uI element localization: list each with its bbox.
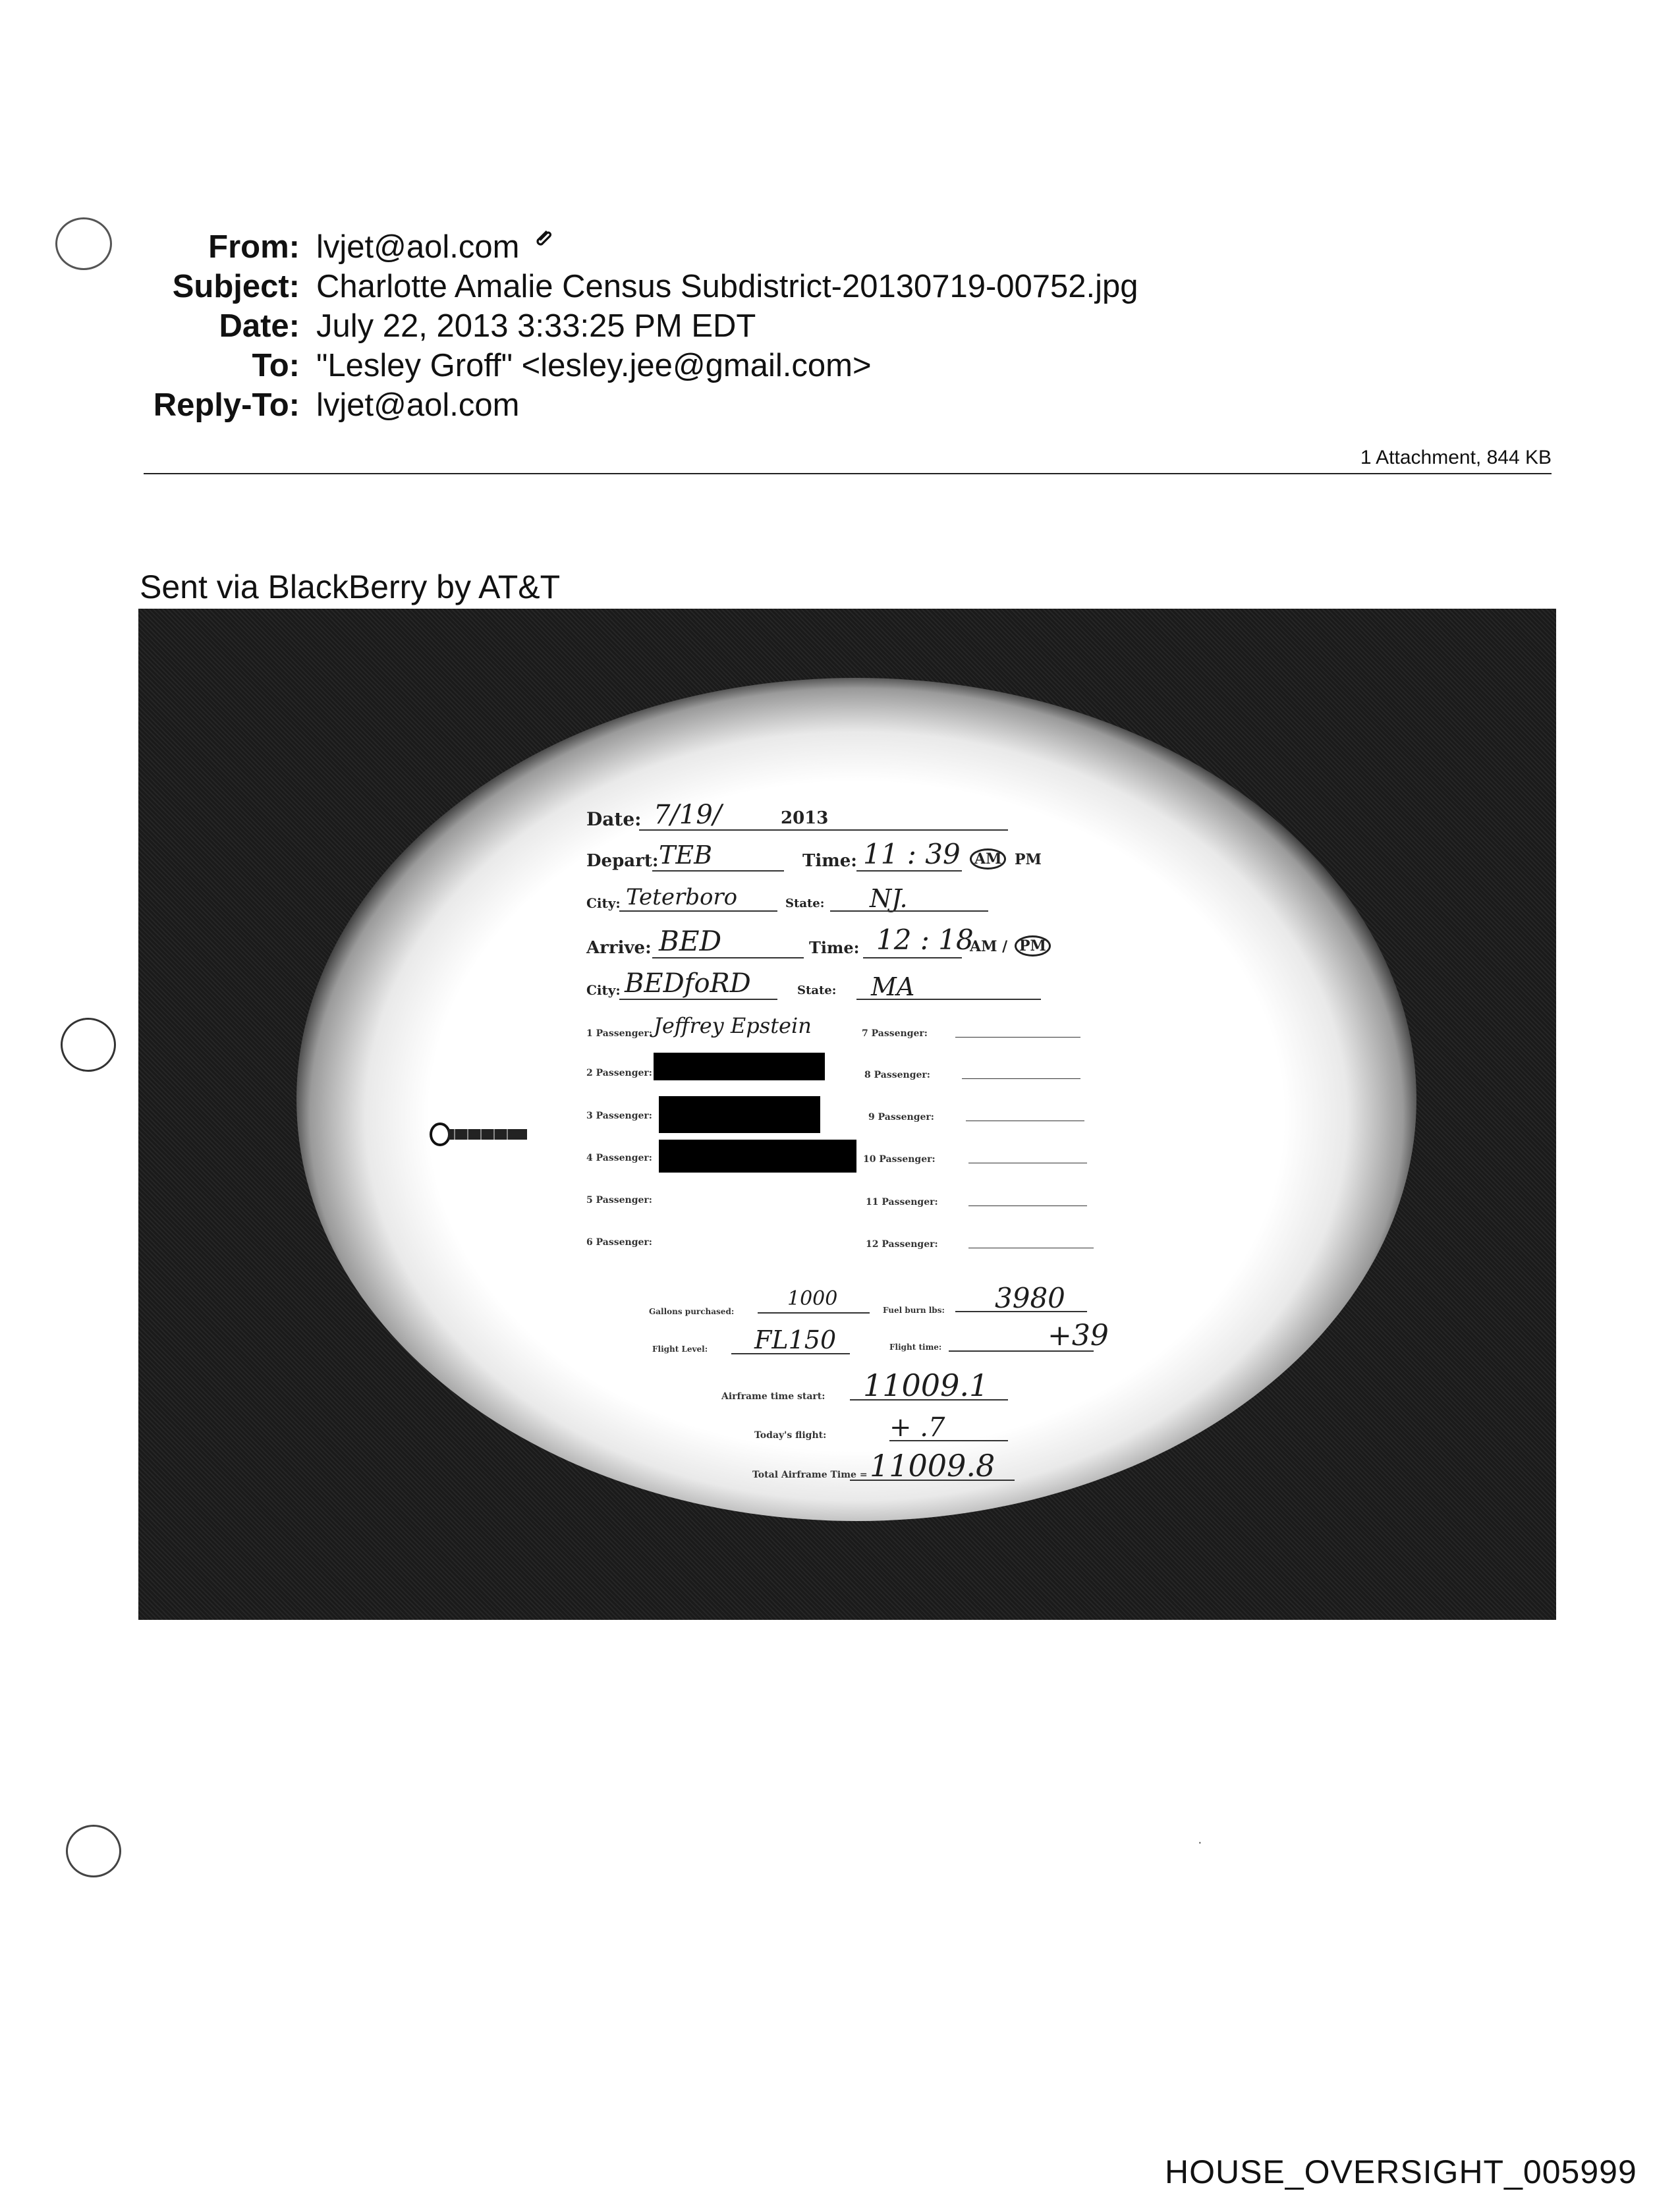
log-city1-line <box>619 910 777 912</box>
passenger-label: 8 Passenger: <box>864 1070 930 1080</box>
to-label: To: <box>252 348 300 383</box>
passenger-label: 10 Passenger: <box>863 1154 936 1165</box>
redaction-bar <box>654 1053 825 1080</box>
log-depart-am-circled: AM <box>970 848 1006 870</box>
date-value: July 22, 2013 3:33:25 PM EDT <box>316 308 756 344</box>
log-gallons-line <box>758 1312 870 1314</box>
log-gallons-value: 1000 <box>787 1287 838 1310</box>
paperclip-icon <box>531 227 555 251</box>
log-arrive-am: AM / <box>970 938 1008 955</box>
replyto-value[interactable]: lvjet@aol.com <box>316 387 520 423</box>
redaction-bar <box>659 1140 856 1173</box>
log-arrive-line <box>652 957 804 958</box>
subject-value: Charlotte Amalie Census Subdistrict-20130719-00752.jpg <box>316 269 1138 304</box>
log-depart-label: Depart: <box>586 851 659 871</box>
passenger-label: 12 Passenger: <box>866 1239 938 1250</box>
log-depart-time-line <box>856 870 962 872</box>
from-label: From: <box>208 229 300 265</box>
log-city2-line <box>619 999 777 1000</box>
log-state2-label: State: <box>797 984 837 997</box>
log-airframe-start-value: 11009.1 <box>863 1368 989 1403</box>
log-state2-value: MA <box>871 972 915 1001</box>
from-value[interactable] <box>316 227 555 267</box>
passenger-label: 4 Passenger: <box>586 1153 652 1163</box>
scan-speck: · <box>1198 1835 1202 1850</box>
log-depart-line <box>652 870 784 872</box>
passenger-label: 9 Passenger: <box>868 1112 934 1123</box>
log-arrive-time-line <box>863 957 962 958</box>
log-state2-line <box>856 999 1041 1000</box>
log-state1-value: NJ. <box>870 884 908 913</box>
log-depart-time-value: 11 : 39 <box>863 838 961 870</box>
log-flight-time-label: Flight time: <box>889 1343 942 1352</box>
screw-icon <box>428 1123 534 1146</box>
passenger-label: 3 Passenger: <box>586 1111 652 1121</box>
to-value[interactable]: "Lesley Groff" <lesley.jee@gmail.com> <box>316 348 872 383</box>
log-flight-level-value: FL150 <box>754 1325 837 1354</box>
date-label: Date: <box>219 308 300 344</box>
passenger-label: 6 Passenger: <box>586 1237 652 1248</box>
log-fuel-label: Fuel burn lbs: <box>883 1306 945 1315</box>
log-airframe-start-line <box>850 1399 1008 1401</box>
passenger-label: 11 Passenger: <box>866 1197 938 1207</box>
passenger-label: 2 Passenger: <box>586 1068 652 1078</box>
log-state1-label: State: <box>785 897 825 910</box>
redaction-bar <box>659 1096 820 1133</box>
passenger-label: 5 Passenger: <box>586 1195 652 1206</box>
log-depart-value: TEB <box>659 841 713 870</box>
log-depart-time-label: Time: <box>802 851 857 871</box>
log-date-line <box>639 829 1008 831</box>
log-arrive-label: Arrive: <box>586 938 652 958</box>
log-city1-value: Teterboro <box>626 884 738 910</box>
binder-hole-icon <box>66 1825 121 1877</box>
passenger-1-value: Jeffrey Epstein <box>654 1013 812 1038</box>
binder-hole-icon <box>55 217 112 270</box>
log-airframe-start-label: Airframe time start: <box>721 1391 826 1402</box>
log-flight-level-line <box>731 1353 850 1354</box>
subject-label: Subject: <box>172 269 300 304</box>
log-fuel-value: 3980 <box>995 1282 1065 1314</box>
log-state1-line <box>830 910 988 912</box>
passenger-label: 1 Passenger: <box>586 1028 652 1039</box>
passenger-line <box>955 1037 1080 1038</box>
attached-photo[interactable] <box>138 609 1556 1620</box>
log-city1-label: City: <box>586 895 621 911</box>
passenger-line <box>962 1078 1080 1079</box>
bates-number: HOUSE_OVERSIGHT_005999 <box>1165 2153 1637 2190</box>
log-total-airframe-label: Total Airframe Time = <box>752 1470 868 1480</box>
log-todays-flight-value: + .7 <box>889 1412 945 1443</box>
log-flight-time-value: +39 <box>1048 1319 1109 1352</box>
log-arrive-value: BED <box>659 925 722 957</box>
log-arrive-pm-circled: PM <box>1015 935 1051 957</box>
log-fuel-line <box>955 1311 1087 1312</box>
passenger-label: 7 Passenger: <box>862 1028 928 1039</box>
log-total-airframe-value: 11009.8 <box>870 1448 995 1484</box>
replyto-label: Reply-To: <box>153 387 300 423</box>
log-flight-level-label: Flight Level: <box>652 1345 708 1354</box>
log-city2-label: City: <box>586 982 621 998</box>
log-date-label: Date: <box>586 808 642 830</box>
header-divider <box>144 473 1552 474</box>
flight-log-paper <box>296 678 1416 1521</box>
log-arrive-time-value: 12 : 18 <box>876 924 974 956</box>
log-total-airframe-line <box>850 1480 1015 1481</box>
email-body-text: Sent via BlackBerry by AT&T <box>140 569 561 605</box>
log-depart-pm: PM <box>1015 851 1042 868</box>
log-todays-flight-line <box>889 1440 1008 1441</box>
log-arrive-time-label: Time: <box>809 938 860 957</box>
log-gallons-label: Gallons purchased: <box>649 1307 735 1316</box>
attachment-note[interactable]: 1 Attachment, 844 KB <box>1360 447 1552 468</box>
log-todays-flight-label: Today's flight: <box>754 1430 827 1441</box>
log-city2-value: BEDfoRD <box>625 968 751 999</box>
log-date-year: 2013 <box>781 808 829 828</box>
from-address[interactable]: lvjet@aol.com <box>316 229 520 265</box>
log-date-handwritten: 7/19/ <box>654 800 722 830</box>
log-flight-time-line <box>949 1350 1094 1352</box>
binder-hole-icon <box>61 1018 116 1072</box>
